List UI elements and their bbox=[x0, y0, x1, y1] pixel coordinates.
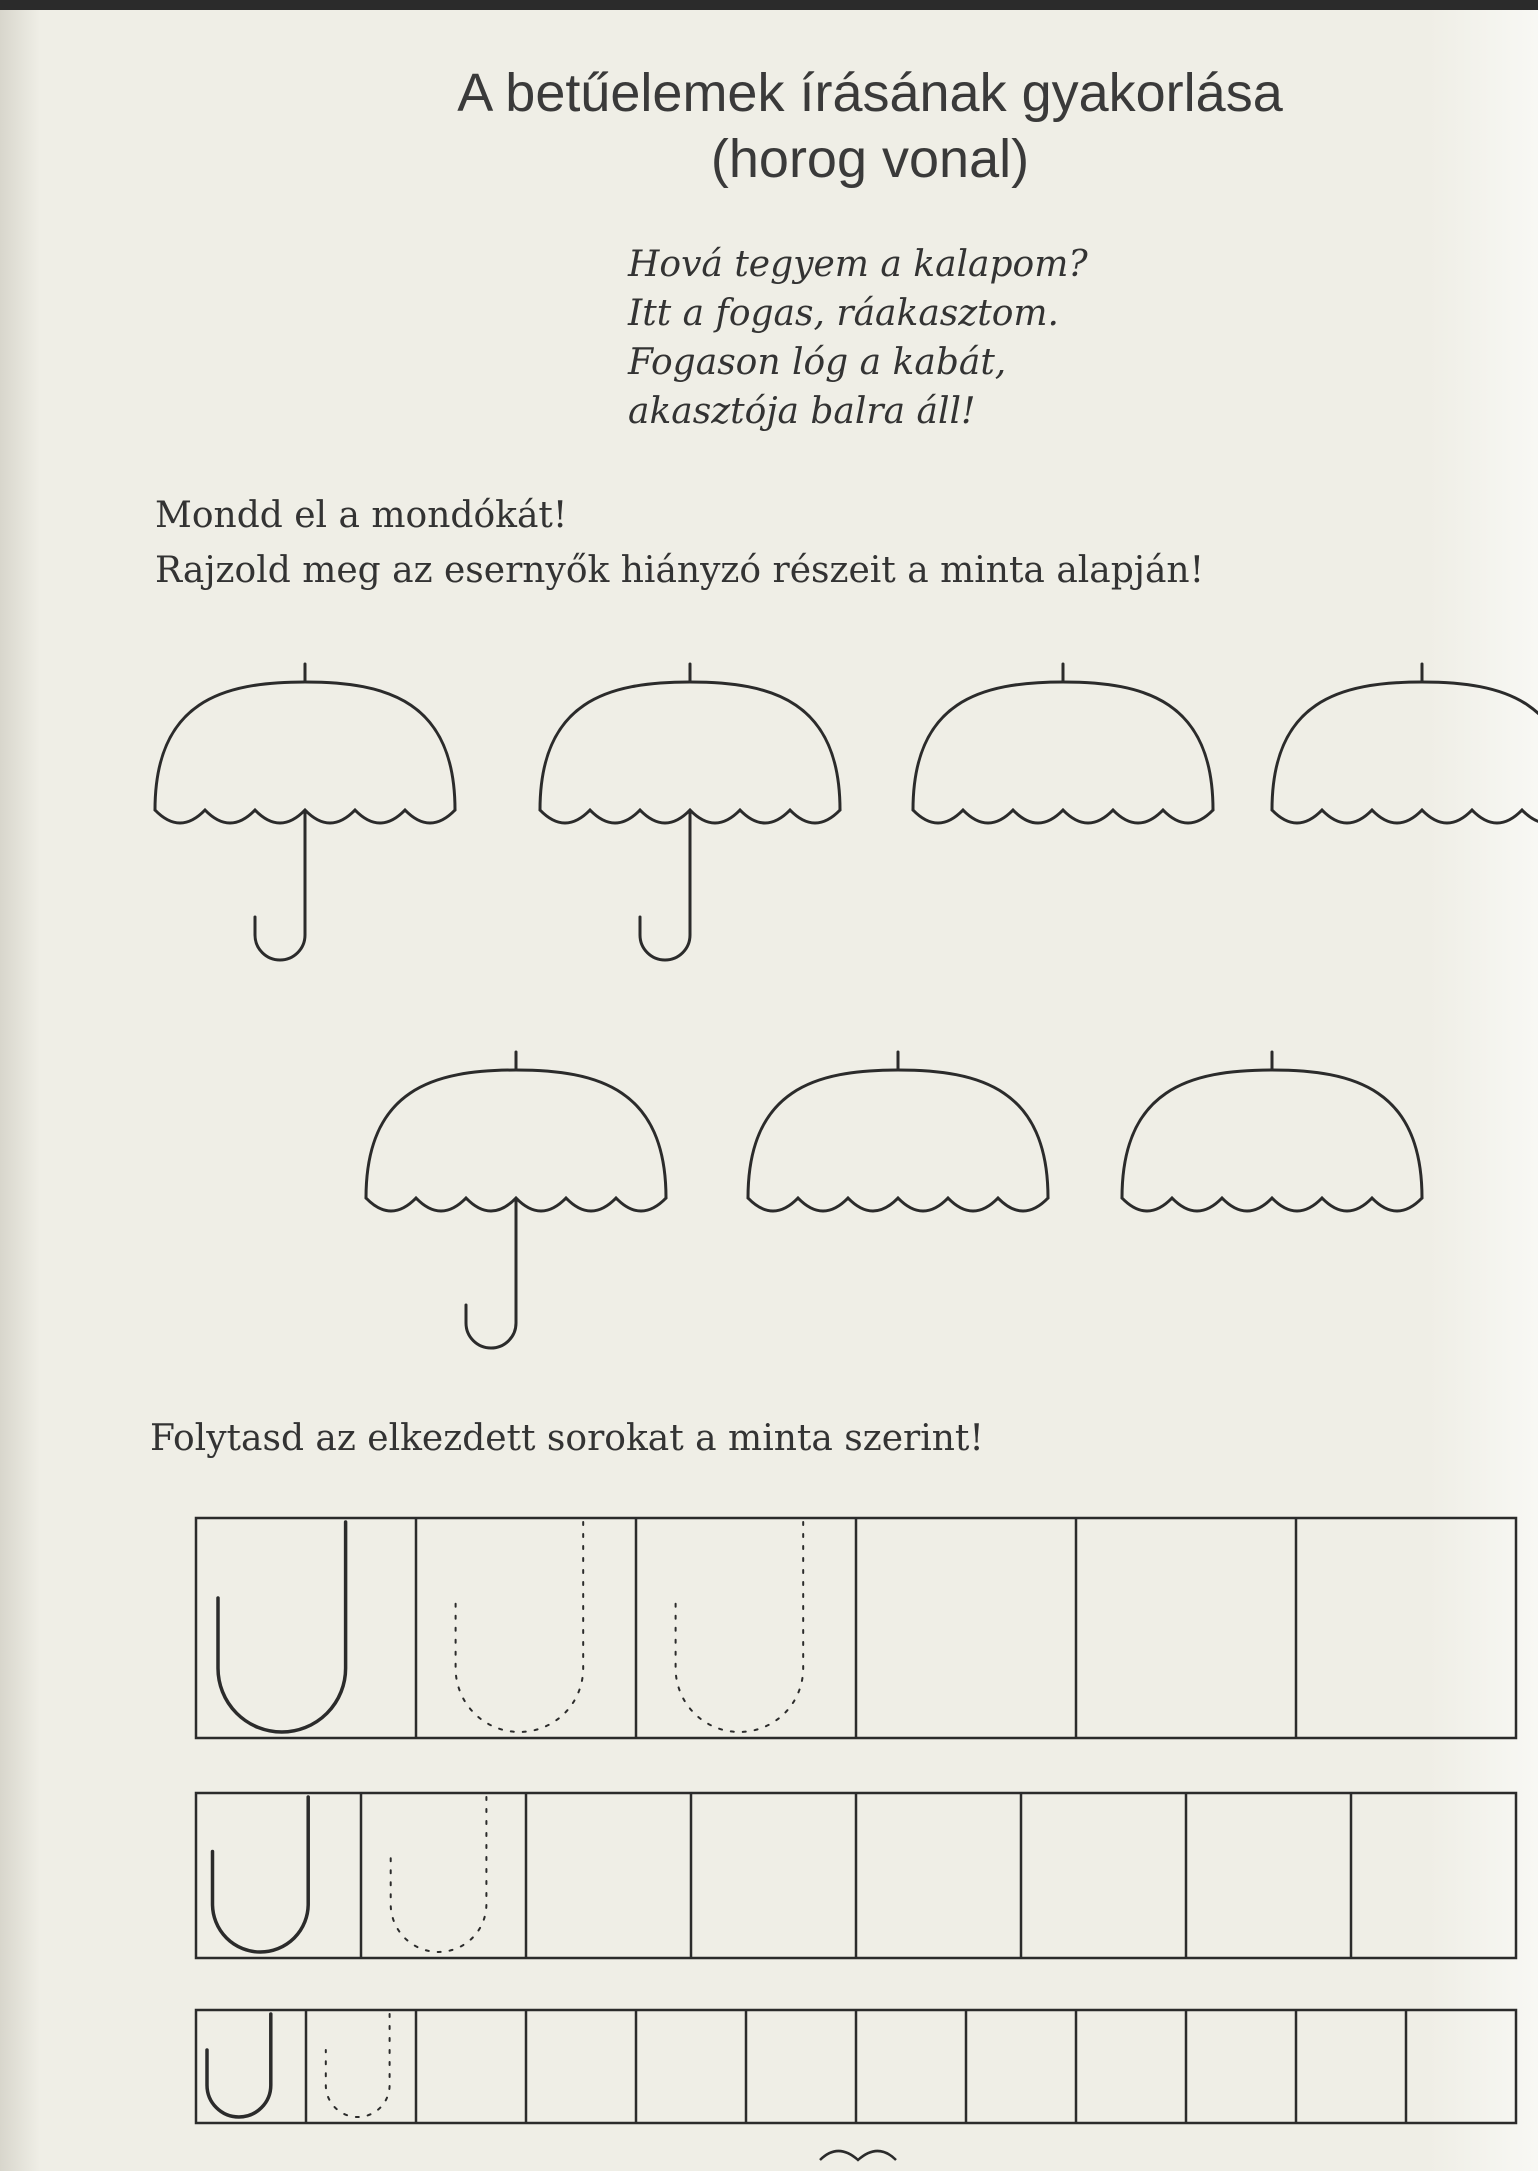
umbrella-canopy bbox=[540, 682, 840, 810]
dotted-hook-letter bbox=[456, 1522, 584, 1732]
umbrella-handle-hook bbox=[640, 812, 690, 960]
umbrella bbox=[155, 664, 455, 960]
dotted-hook-letter bbox=[391, 1797, 487, 1952]
umbrella-scallop-edge bbox=[1272, 810, 1538, 823]
poem-line-1: Hová tegyem a kalapom? bbox=[628, 244, 1088, 285]
instruction-continue-rows: Folytasd az elkezdett sorokat a minta szerint! bbox=[150, 1418, 984, 1459]
umbrella-canopy bbox=[1272, 682, 1538, 810]
solid-hook-letter bbox=[213, 1797, 309, 1952]
title-line-1: A betűelemek írásának gyakorlása bbox=[457, 63, 1283, 123]
umbrella-canopy bbox=[913, 682, 1213, 810]
practice-row bbox=[196, 2010, 1516, 2123]
poem-line-4: akasztója balra áll! bbox=[628, 391, 976, 432]
solid-hook-letter bbox=[218, 1522, 346, 1732]
umbrella bbox=[366, 1052, 666, 1348]
umbrella bbox=[748, 1052, 1048, 1211]
umbrella-scallop-edge bbox=[748, 1198, 1048, 1211]
poem-line-3: Fogason lóg a kabát, bbox=[628, 342, 1007, 383]
solid-hook-letter bbox=[207, 2014, 271, 2117]
umbrella-canopy bbox=[155, 682, 455, 810]
dotted-hook-letter bbox=[326, 2014, 390, 2117]
umbrella-canopy bbox=[748, 1070, 1048, 1198]
umbrella-canopy bbox=[1122, 1070, 1422, 1198]
practice-row bbox=[196, 1518, 1516, 1738]
umbrella-scallop-edge bbox=[1122, 1198, 1422, 1211]
umbrella bbox=[540, 664, 840, 960]
umbrella-handle-hook bbox=[255, 812, 305, 960]
dotted-hook-letter bbox=[676, 1522, 804, 1732]
umbrella-scallop-edge bbox=[913, 810, 1213, 823]
umbrella bbox=[1272, 664, 1538, 823]
instruction-draw-umbrellas: Rajzold meg az esernyők hiányzó részeit a minta alapján! bbox=[155, 550, 1205, 591]
instruction-recite: Mondd el a mondókát! bbox=[155, 495, 568, 536]
title-line-2: (horog vonal) bbox=[710, 129, 1030, 189]
poem-line-2: Itt a fogas, ráakasztom. bbox=[628, 293, 1059, 334]
practice-row bbox=[196, 1793, 1516, 1958]
umbrella-canopy bbox=[366, 1070, 666, 1198]
umbrella-handle-hook bbox=[466, 1200, 516, 1348]
umbrella bbox=[913, 664, 1213, 823]
umbrella bbox=[1122, 1052, 1422, 1211]
butterfly-ornament-icon bbox=[820, 2151, 896, 2160]
